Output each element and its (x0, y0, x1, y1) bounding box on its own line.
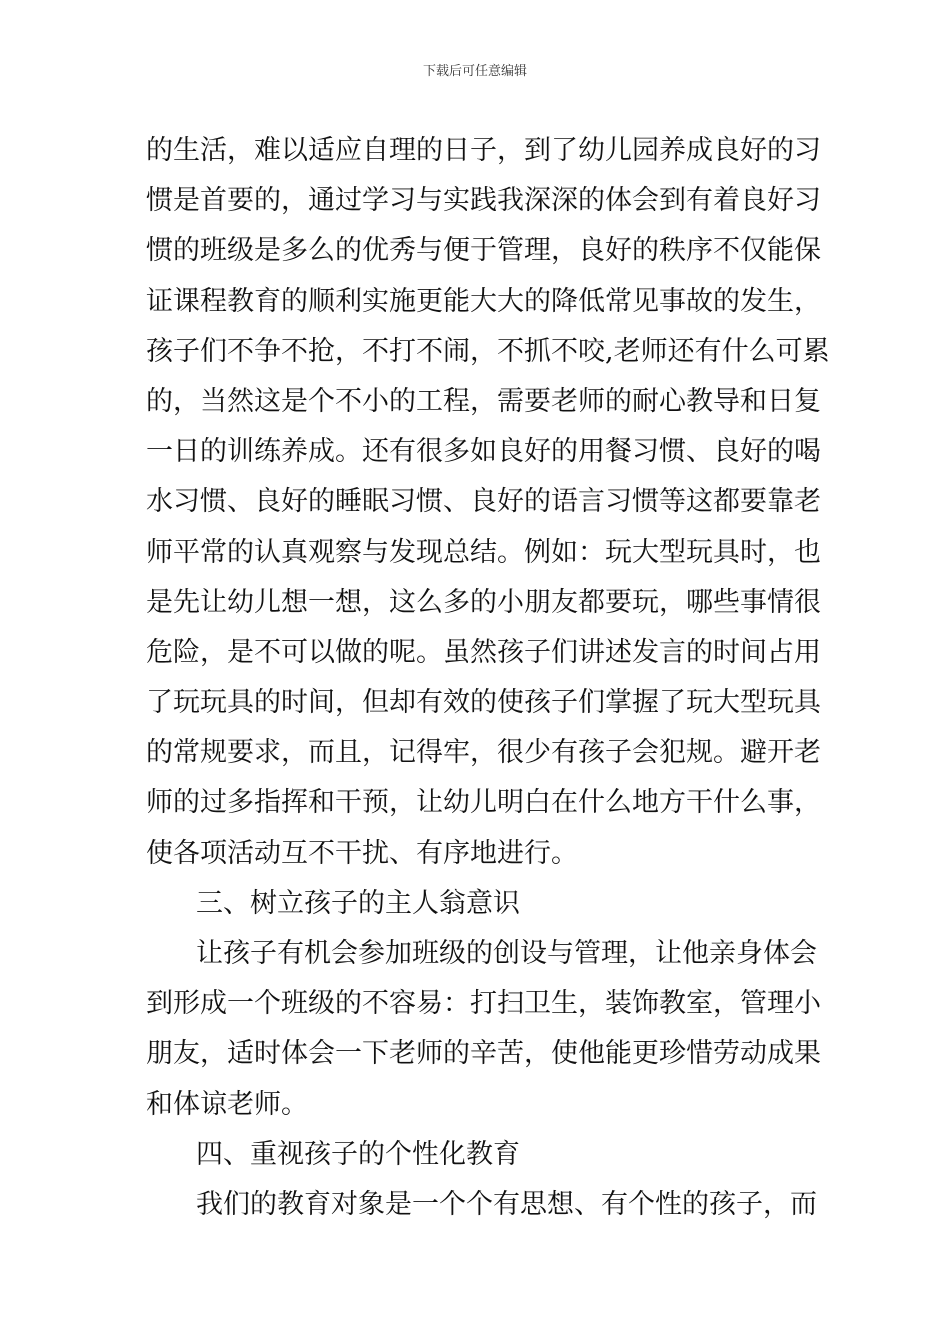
text-line: 使各项活动互不干扰、有序地进行。 (146, 837, 578, 869)
text-line: 一日的训练养成。还有很多如良好的用餐习惯、良好的喝 (146, 436, 821, 468)
text-line: 惯的班级是多么的优秀与便于管理，良好的秩序不仅能保 (146, 235, 821, 267)
section-heading: 三、树立孩子的主人翁意识 (196, 887, 520, 919)
text-line: 了玩玩具的时间，但却有效的使孩子们掌握了玩大型玩具 (146, 687, 821, 719)
text-line: 我们的教育对象是一个个有思想、有个性的孩子，而 (196, 1188, 817, 1220)
section-heading: 四、重视孩子的个性化教育 (196, 1138, 520, 1170)
text-line: 是先让幼儿想一想，这么多的小朋友都要玩，哪些事情很 (146, 586, 821, 618)
page-header: 下载后可任意编辑 (422, 64, 527, 79)
text-line: 证课程教育的顺利实施更能大大的降低常见事故的发生， (146, 285, 821, 317)
text-line: 到形成一个班级的不容易：打扫卫生，装饰教室，管理小 (146, 988, 821, 1020)
text-line: 朋友，适时体会一下老师的辛苦，使他能更珍惜劳动成果 (146, 1038, 821, 1070)
text-line: 孩子们不争不抢，不打不闹，不抓不咬,老师还有什么可累 (146, 335, 830, 367)
document-body (146, 126, 830, 1230)
text-line: 危险，是不可以做的呢。虽然孩子们讲述发言的时间占用 (146, 636, 821, 668)
text-line: 水习惯、良好的睡眠习惯、良好的语言习惯等这都要靠老 (146, 486, 821, 518)
text-line: 惯是首要的，通过学习与实践我深深的体会到有着良好习 (146, 185, 821, 217)
text-line: 让孩子有机会参加班级的创设与管理，让他亲身体会 (196, 938, 817, 969)
text-line: 师平常的认真观察与发现总结。例如：玩大型玩具时，也 (146, 536, 821, 568)
text-line: 师的过多指挥和干预，让幼儿明白在什么地方干什么事， (146, 787, 821, 819)
text-line: 的，当然这是个不小的工程，需要老师的耐心教导和日复 (146, 385, 821, 417)
text-line: 的常规要求，而且，记得牢，很少有孩子会犯规。避开老 (146, 737, 821, 769)
text-line: 的生活，难以适应自理的日子，到了幼儿园养成良好的习 (146, 135, 821, 166)
text-line: 和体谅老师。 (146, 1088, 308, 1120)
